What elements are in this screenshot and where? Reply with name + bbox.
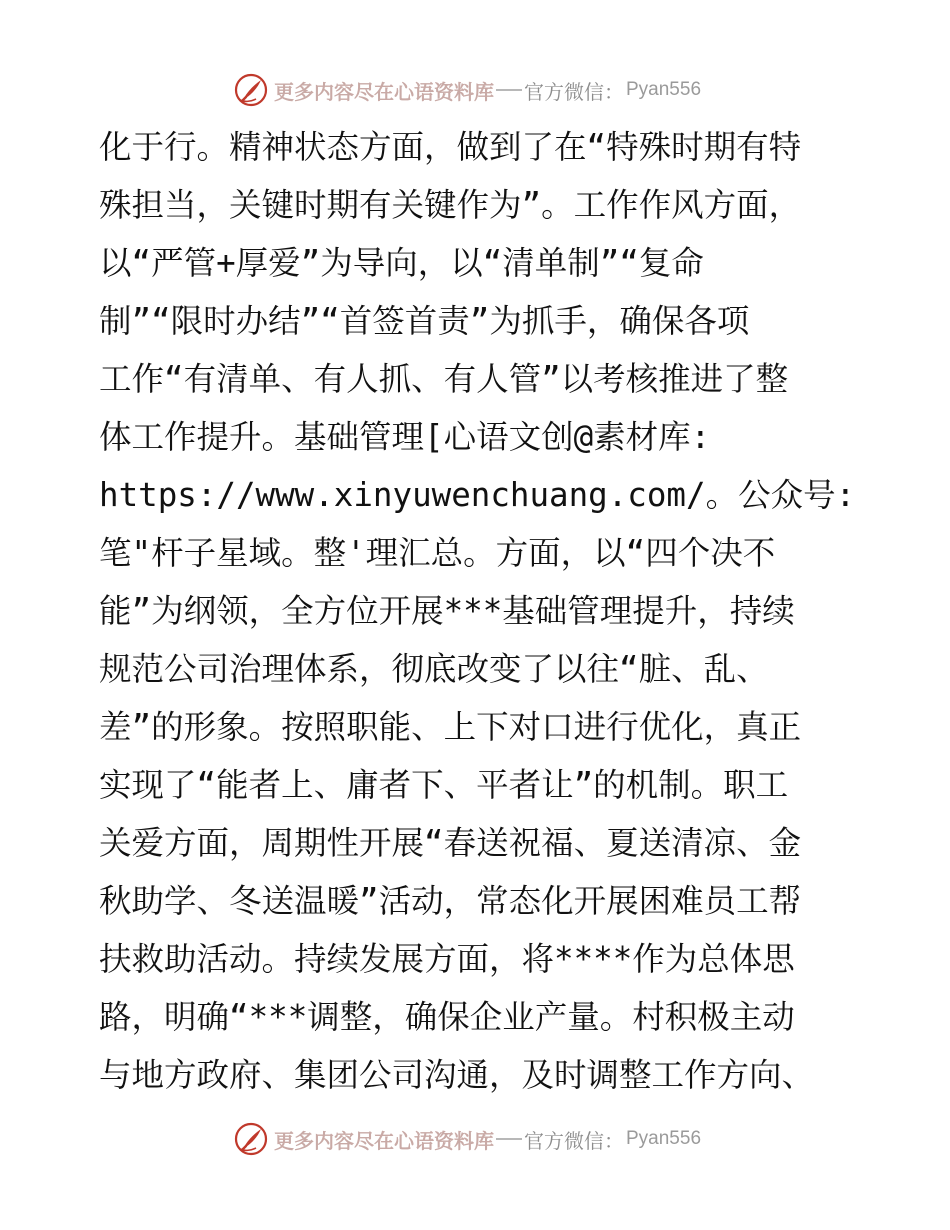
text-line: 殊担当，关键时期有关键作为”。工作作风方面， (99, 186, 802, 224)
brand-text: 更多内容尽在心语资料库 (274, 1128, 494, 1153)
text-line: 化于行。精神状态方面，做到了在“特殊时期有特 (99, 128, 802, 166)
text-line: 路，明确“***调整，确保企业产量。村积极主动 (99, 998, 795, 1036)
body-paragraph (99, 122, 859, 1108)
wechat-id: Pyan556 (626, 1128, 702, 1149)
official-wechat-label: 官方微信： (524, 1128, 624, 1153)
brand-text: 更多内容尽在心语资料库 (274, 79, 494, 104)
text-line: 与地方政府、集团公司沟通，及时调整工作方向、 (99, 1056, 815, 1094)
banner-dash (496, 89, 522, 91)
footer-watermark-banner (234, 1121, 701, 1157)
quill-pen-logo-icon (234, 1122, 268, 1156)
text-line: 体工作提升。基础管理[心语文创@素材库: (99, 418, 711, 456)
text-line: 工作“有清单、有人抓、有人管”以考核推进了整 (99, 360, 789, 398)
text-line: 规范公司治理体系，彻底改变了以往“脏、乱、 (99, 650, 769, 688)
text-line: 实现了“能者上、庸者下、平者让”的机制。职工 (99, 766, 789, 804)
text-line: 差”的形象。按照职能、上下对口进行优化，真正 (99, 708, 802, 746)
banner-dash (496, 1138, 522, 1140)
text-line: 笔"杆子星域。整'理汇总。方面，以“四个决不 (99, 534, 776, 572)
header-watermark-banner (234, 72, 701, 108)
text-line: 制”“限时办结”“首签首责”为抓手，确保各项 (99, 302, 750, 340)
official-wechat-label: 官方微信： (524, 79, 624, 104)
text-line: https://www.xinyuwenchuang.com/。公众号: (99, 476, 856, 514)
text-line: 以“严管+厚爱”为导向，以“清单制”“复命 (99, 244, 704, 282)
text-line: 关爱方面，周期性开展“春送祝福、夏送清凉、金 (99, 824, 802, 862)
text-line: 能”为纲领，全方位开展***基础管理提升，持续 (99, 592, 795, 630)
text-line: 扶救助活动。持续发展方面，将****作为总体思 (99, 940, 795, 978)
text-line: 秋助学、冬送温暖”活动，常态化开展困难员工帮 (99, 882, 802, 920)
wechat-id: Pyan556 (626, 79, 702, 100)
quill-pen-logo-icon (234, 73, 268, 107)
